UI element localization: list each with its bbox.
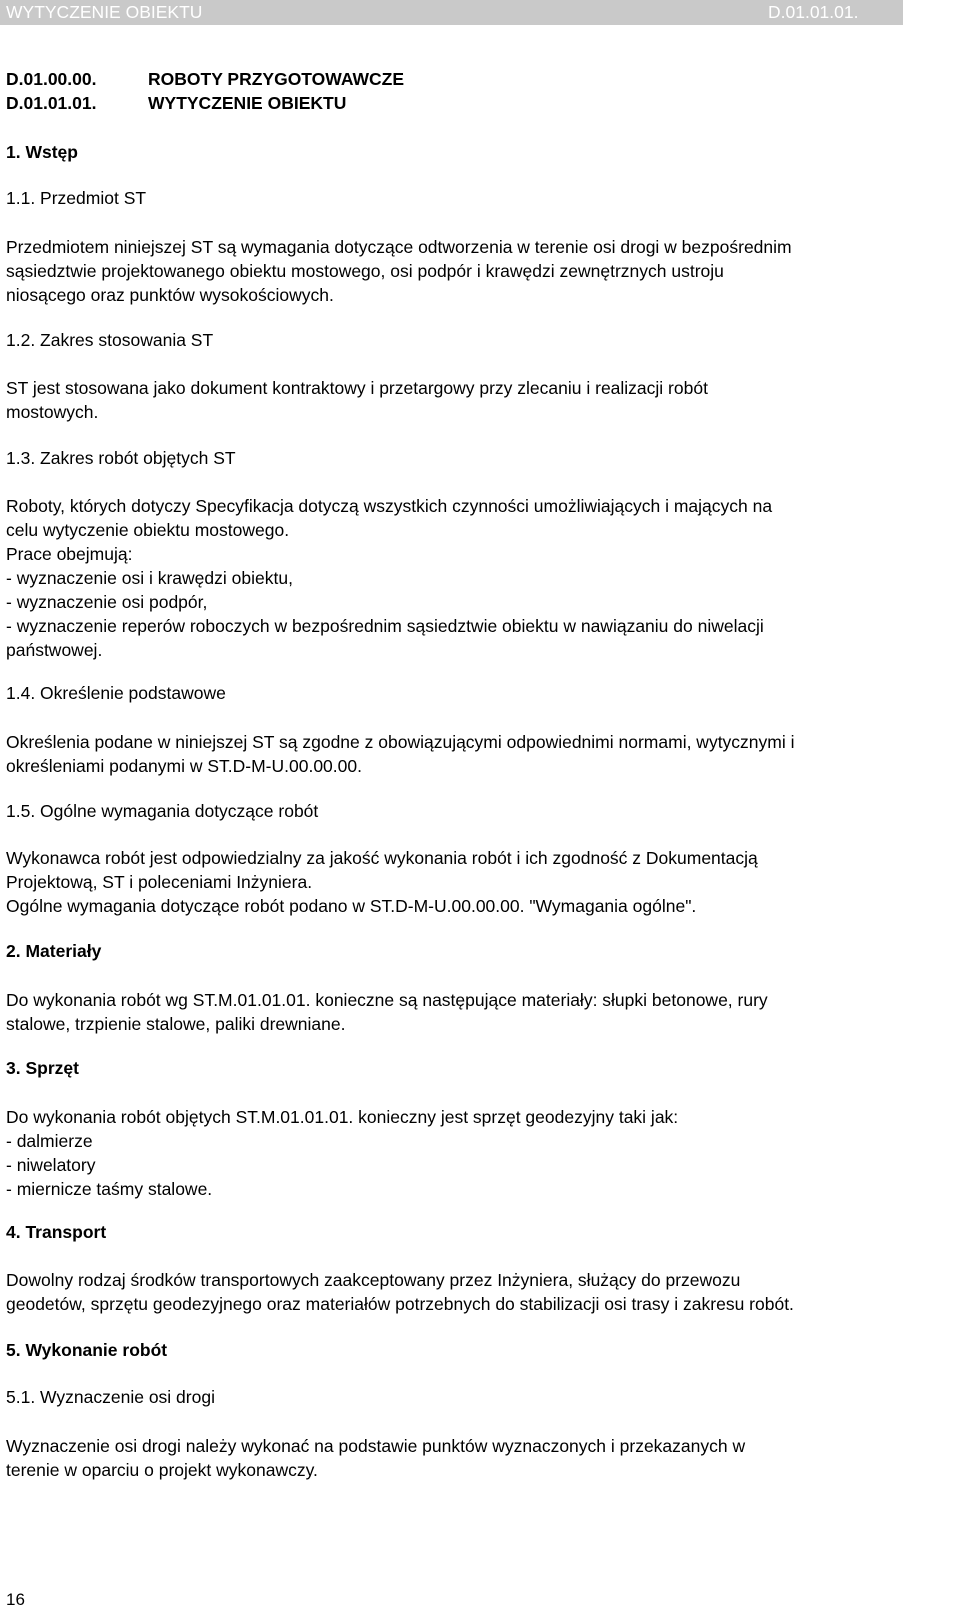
heading-2: 2. Materiały (6, 941, 102, 961)
header-code: D.01.01.01. (768, 2, 859, 22)
text-line: Prace obejmują: (6, 544, 133, 564)
title-code-1: D.01.00.00. (6, 69, 97, 89)
heading-1-1: 1.1. Przedmiot ST (6, 188, 147, 208)
text-line: określeniami podanymi w ST.D-M-U.00.00.00. (6, 756, 362, 776)
paragraph-1-1 (6, 235, 926, 307)
paragraph-1-3 (6, 494, 926, 662)
title-name-2: WYTYCZENIE OBIEKTU (148, 93, 347, 113)
text-line: mostowych. (6, 402, 99, 422)
list-item: - wyznaczenie reperów roboczych w bezpośrednim sąsiedztwie obiektu w nawiązaniu do niwelacji (6, 616, 764, 636)
paragraph-5-1 (6, 1434, 926, 1482)
text-line: sąsiedztwie projektowanego obiektu mostowego, osi podpór i krawędzi zewnętrznych ustroju (6, 261, 724, 281)
heading-3: 3. Sprzęt (6, 1058, 79, 1078)
title-code-2: D.01.01.01. (6, 93, 97, 113)
text-line: geodetów, sprzętu geodezyjnego oraz materiałów potrzebnych do stabilizacji osi trasy i zakresu robót. (6, 1294, 794, 1314)
list-item: - niwelatory (6, 1155, 96, 1175)
paragraph-1-2 (6, 376, 926, 424)
text-line: Wyznaczenie osi drogi należy wykonać na podstawie punktów wyznaczonych i przekazanych w (6, 1436, 746, 1456)
heading-1-3: 1.3. Zakres robót objętych ST (6, 448, 236, 468)
title-name-1: ROBOTY PRZYGOTOWAWCZE (148, 69, 405, 89)
running-header (0, 0, 903, 25)
heading-1-2: 1.2. Zakres stosowania ST (6, 330, 214, 350)
heading-1: 1. Wstęp (6, 142, 78, 162)
heading-4: 4. Transport (6, 1222, 107, 1242)
text-line: Określenia podane w niniejszej ST są zgodne z obowiązującymi odpowiednimi normami, wytycznymi i (6, 732, 795, 752)
heading-5-1: 5.1. Wyznaczenie osi drogi (6, 1387, 215, 1407)
heading-5: 5. Wykonanie robót (6, 1340, 168, 1360)
paragraph-1-5 (6, 846, 926, 918)
text-line: stalowe, trzpienie stalowe, paliki drewniane. (6, 1014, 346, 1034)
heading-1-5: 1.5. Ogólne wymagania dotyczące robót (6, 801, 319, 821)
text-line: Projektową, ST i poleceniami Inżyniera. (6, 872, 313, 892)
list-item: - dalmierze (6, 1131, 93, 1151)
text-line: Dowolny rodzaj środków transportowych zaakceptowany przez Inżyniera, służący do przewozu (6, 1270, 741, 1290)
paragraph-2 (6, 988, 926, 1036)
text-line: niosącego oraz punktów wysokościowych. (6, 285, 334, 305)
text-line: Przedmiotem niniejszej ST są wymagania dotyczące odtworzenia w terenie osi drogi w bezpośrednim (6, 237, 792, 257)
page-number: 16 (6, 1590, 25, 1609)
list-item: - wyznaczenie osi i krawędzi obiektu, (6, 568, 293, 588)
text-line: celu wytyczenie obiektu mostowego. (6, 520, 290, 540)
text-line: Roboty, których dotyczy Specyfikacja dotyczą wszystkich czynności umożliwiających i mających na (6, 496, 773, 516)
text-line: Do wykonania robót objętych ST.M.01.01.01. konieczny jest sprzęt geodezyjny taki jak: (6, 1107, 679, 1127)
text-line: terenie w oparciu o projekt wykonawczy. (6, 1460, 318, 1480)
paragraph-4 (6, 1268, 926, 1316)
paragraph-3 (6, 1105, 926, 1201)
text-line: Wykonawca robót jest odpowiedzialny za jakość wykonania robót i ich zgodność z Dokumentacją (6, 848, 758, 868)
header-title: WYTYCZENIE OBIEKTU (6, 2, 203, 22)
heading-1-4: 1.4. Określenie podstawowe (6, 683, 226, 703)
text-line: Ogólne wymagania dotyczące robót podano w ST.D-M-U.00.00.00. "Wymagania ogólne". (6, 896, 697, 916)
list-item: - miernicze taśmy stalowe. (6, 1179, 213, 1199)
text-line: ST jest stosowana jako dokument kontraktowy i przetargowy przy zlecaniu i realizacji robót (6, 378, 708, 398)
list-item: - wyznaczenie osi podpór, (6, 592, 208, 612)
text-line: Do wykonania robót wg ST.M.01.01.01. konieczne są następujące materiały: słupki betonowe, rury (6, 990, 768, 1010)
text-line: państwowej. (6, 640, 103, 660)
paragraph-1-4 (6, 730, 926, 778)
